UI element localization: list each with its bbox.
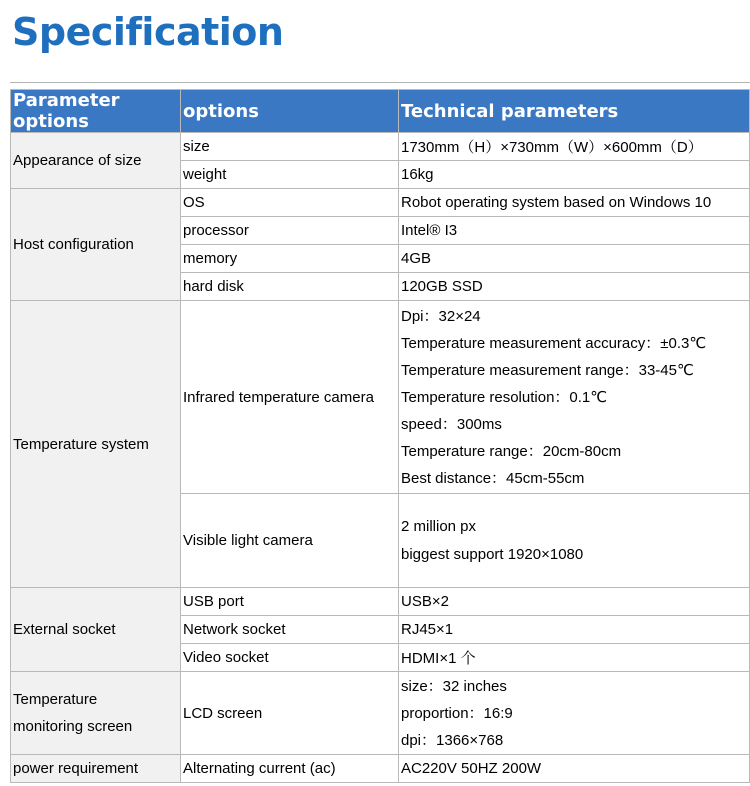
value-cell: HDMI×1 个	[399, 644, 750, 672]
value-line: Temperature measurement range：33-45℃	[401, 361, 694, 379]
value-line: size：32 inches	[401, 677, 507, 695]
title-divider	[10, 82, 750, 83]
table-row	[11, 588, 750, 616]
category-line: Temperature	[13, 691, 98, 708]
category-appearance: Appearance of size	[11, 133, 181, 189]
option-cell: memory	[181, 245, 399, 273]
table-row	[11, 189, 750, 217]
table-row	[11, 755, 750, 783]
value-line: dpi：1366×768	[401, 731, 504, 749]
value-cell: 1730mm（H）×730mm（W）×600mm（D）	[399, 133, 750, 161]
option-cell: Video socket	[181, 644, 399, 672]
value-line: biggest support 1920×1080	[401, 545, 584, 563]
table-header-row	[11, 90, 750, 133]
category-monitor	[11, 672, 181, 755]
category-socket: External socket	[11, 588, 181, 672]
header-parameter-options: Parameter options	[11, 90, 181, 133]
category-temperature: Temperature system	[11, 301, 181, 588]
value-cell: 4GB	[399, 245, 750, 273]
value-cell: AC220V 50HZ 200W	[399, 755, 750, 783]
value-line: proportion：16:9	[401, 704, 513, 722]
value-line: Temperature measurement accuracy：±0.3℃	[401, 334, 707, 352]
option-cell-lcd: LCD screen	[181, 672, 399, 755]
option-cell: Alternating current (ac)	[181, 755, 399, 783]
value-cell-infrared	[399, 301, 750, 494]
value-line: 2 million px	[401, 517, 477, 535]
value-cell-visible	[399, 494, 750, 588]
option-cell: hard disk	[181, 273, 399, 301]
value-cell-lcd	[399, 672, 750, 755]
option-cell: processor	[181, 217, 399, 245]
value-cell: 16kg	[399, 161, 750, 189]
option-cell-visible: Visible light camera	[181, 494, 399, 588]
option-cell: OS	[181, 189, 399, 217]
option-cell: size	[181, 133, 399, 161]
value-cell: Robot operating system based on Windows 10	[399, 189, 750, 217]
header-technical-parameters: Technical parameters	[399, 90, 750, 133]
value-cell: Intel® I3	[399, 217, 750, 245]
value-cell: USB×2	[399, 588, 750, 616]
category-host: Host configuration	[11, 189, 181, 301]
option-cell-infrared: Infrared temperature camera	[181, 301, 399, 494]
value-line: Temperature resolution：0.1℃	[401, 388, 608, 406]
page-title: Specification	[12, 10, 284, 54]
category-power: power requirement	[11, 755, 181, 783]
value-line: Dpi：32×24	[401, 307, 481, 325]
table-row	[11, 133, 750, 161]
spec-table	[10, 89, 750, 783]
header-options: options	[181, 90, 399, 133]
category-line: monitoring screen	[13, 718, 133, 735]
value-line: Temperature range：20cm-80cm	[401, 442, 622, 460]
value-line: Best distance：45cm-55cm	[401, 469, 585, 487]
table-row	[11, 672, 750, 755]
value-cell: RJ45×1	[399, 616, 750, 644]
value-line: speed：300ms	[401, 415, 502, 433]
table-row	[11, 301, 750, 494]
option-cell: weight	[181, 161, 399, 189]
option-cell: Network socket	[181, 616, 399, 644]
option-cell: USB port	[181, 588, 399, 616]
value-cell: 120GB SSD	[399, 273, 750, 301]
